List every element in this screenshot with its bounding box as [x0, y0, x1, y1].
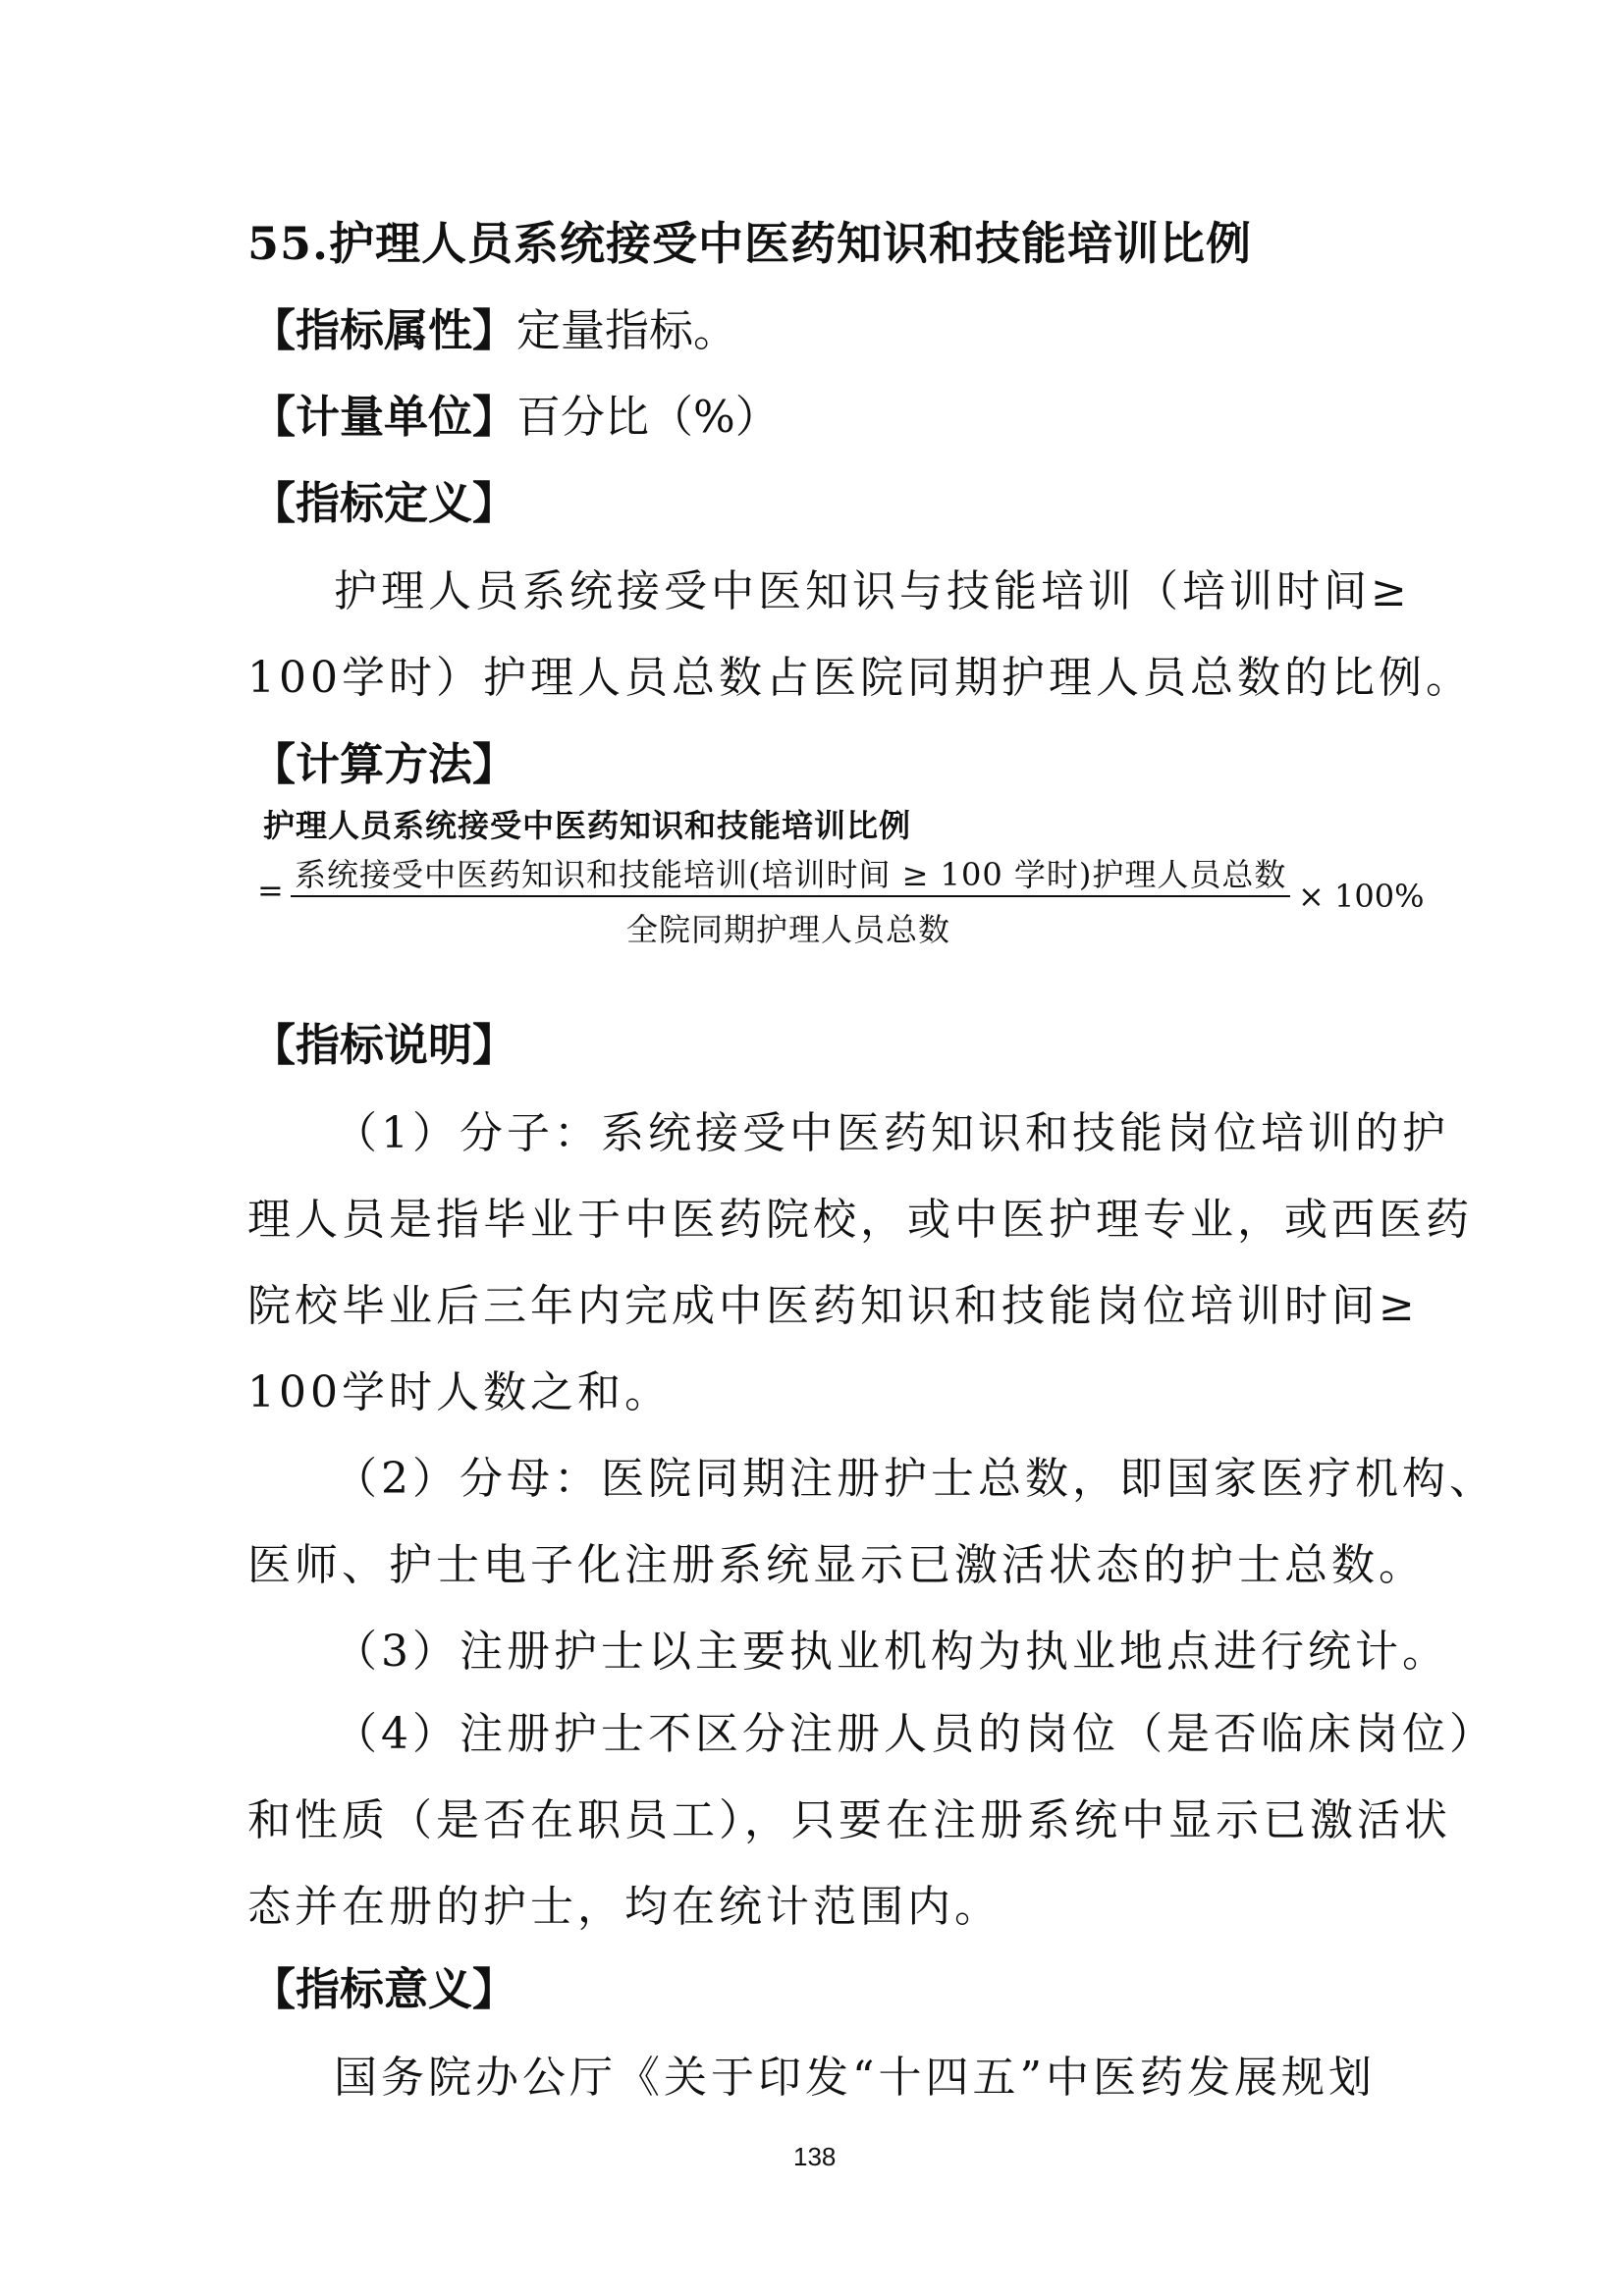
explanation-line: 100学时人数之和。 — [247, 1367, 672, 1417]
definition-line: 100学时）护理人员总数占医院同期护理人员总数的比例。 — [247, 653, 1473, 703]
explanation-line: 和性质（是否在职员工），只要在注册系统中显示已激活状 — [247, 1795, 1451, 1845]
formula-name: 护理人员系统接受中医药知识和技能培训比例 — [263, 807, 912, 844]
formula-equals: = — [257, 872, 284, 909]
definition-line: 护理人员系统接受中医知识与技能培训（培训时间≥ — [334, 566, 1411, 616]
fraction-bar — [291, 895, 1290, 897]
attribute-value: 定量指标。 — [516, 304, 738, 356]
significance-line: 国务院办公厅《关于印发“十四五”中医药发展规划 — [334, 2053, 1376, 2103]
calculation-heading: 【计算方法】 — [251, 738, 517, 790]
explanation-line: （2）分母：医院同期注册护士总数，即国家医疗机构、 — [334, 1454, 1496, 1504]
explanation-line: 态并在册的护士，均在统计范围内。 — [247, 1882, 1001, 1932]
unit-label: 【计量单位】 — [251, 391, 517, 443]
explanation-line: 医师、护士电子化注册系统显示已激活状态的护士总数。 — [247, 1540, 1426, 1590]
explanation-line: （4）注册护士不区分注册人员的岗位（是否临床岗位） — [334, 1709, 1496, 1759]
formula-multiplier: × 100% — [1298, 878, 1425, 915]
definition-heading: 【指标定义】 — [251, 477, 517, 529]
formula-denominator: 全院同期护理人员总数 — [626, 911, 951, 948]
explanation-line: 理人员是指毕业于中医药院校，或中医护理专业，或西医药 — [247, 1195, 1473, 1245]
unit-value: 百分比（%） — [516, 391, 780, 443]
formula-numerator: 系统接受中医药知识和技能培训(培训时间 ≥ 100 学时)护理人员总数 — [295, 856, 1287, 893]
explanation-heading: 【指标说明】 — [251, 1019, 517, 1071]
attribute-label: 【指标属性】 — [251, 304, 517, 356]
unit-row — [251, 381, 780, 445]
explanation-line: 院校毕业后三年内完成中医药知识和技能岗位培训时间≥ — [247, 1281, 1419, 1331]
significance-heading: 【指标意义】 — [251, 1963, 517, 2015]
explanation-line: （3）注册护士以主要执业机构为执业地点进行统计。 — [334, 1627, 1449, 1677]
explanation-line: （1）分子：系统接受中医药知识和技能岗位培训的护 — [334, 1108, 1449, 1158]
page-number: 138 — [793, 2142, 837, 2171]
section-title: 55.护理人员系统接受中医药知识和技能培训比例 — [247, 217, 1253, 270]
attribute-row — [251, 294, 737, 358]
